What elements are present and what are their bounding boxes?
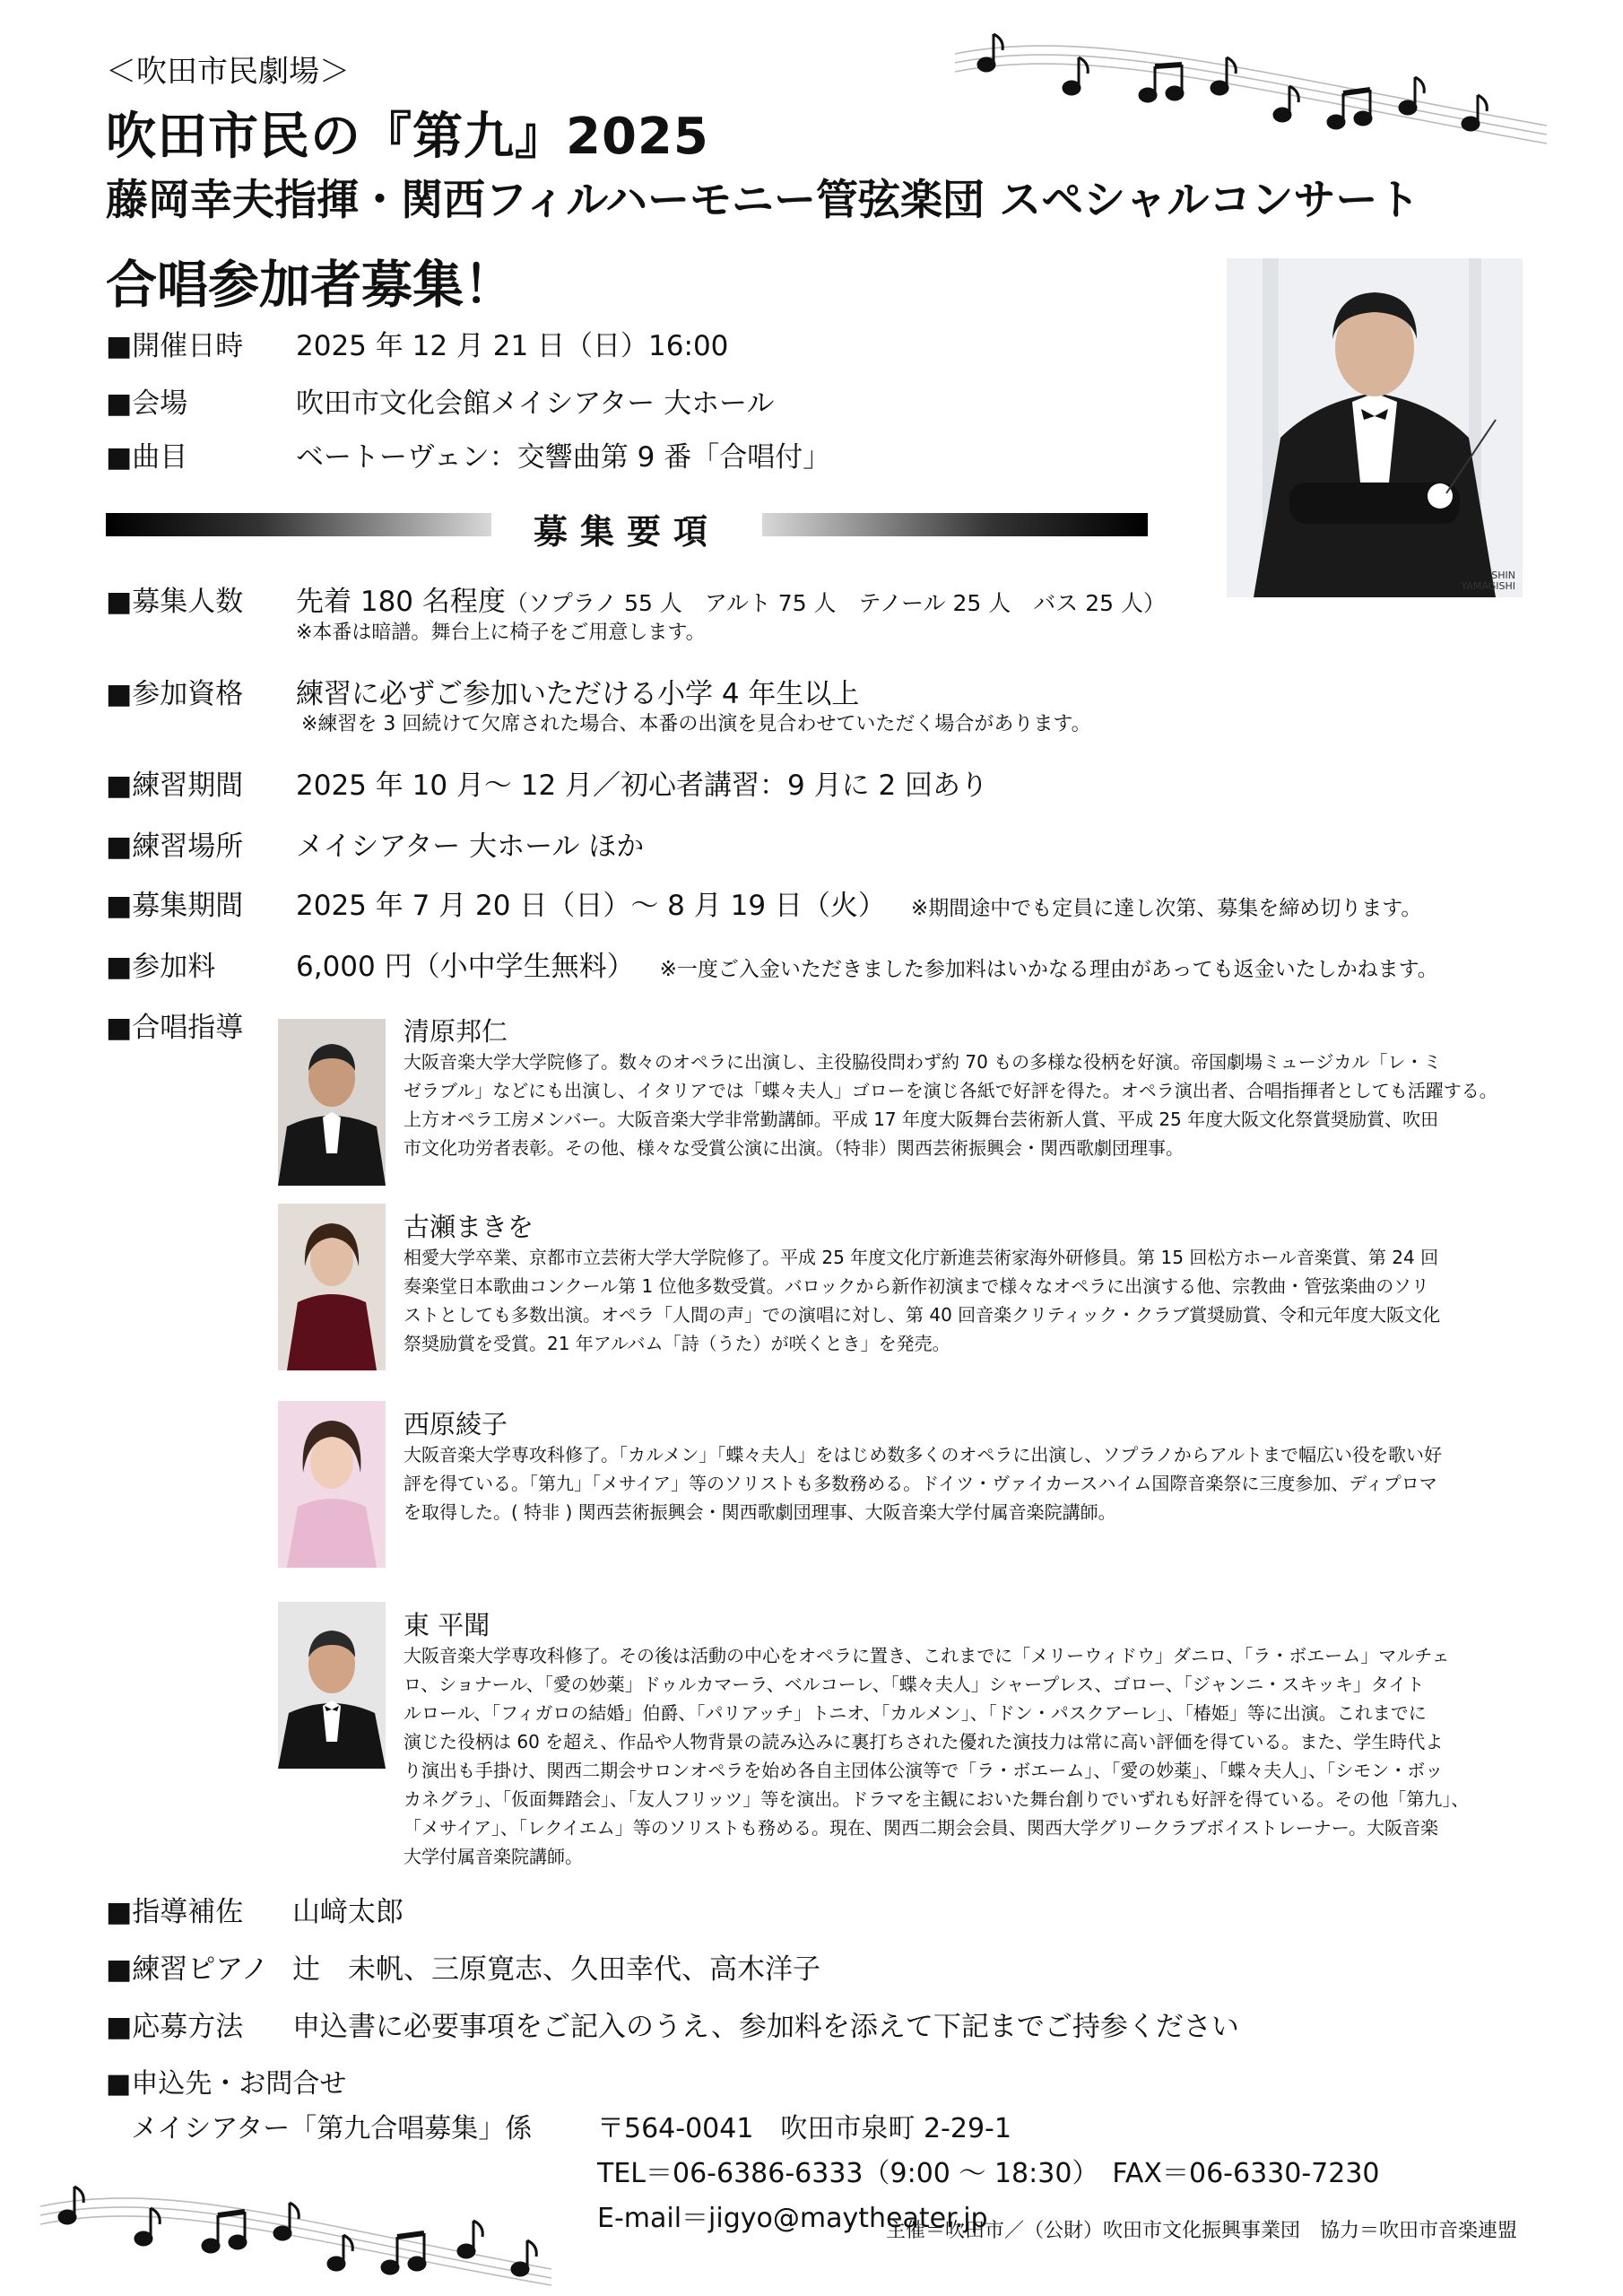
coach-bio-line: カネグラ」、「仮面舞踏会」、「友人フリッツ」等を演出。ドラマを主観においた舞台創りでいずれも好評を得ている。その他「第九」、 [404,1788,1470,1810]
coach-bio-line: ストとしても多数出演。オペラ「人間の声」での演唱に対し、第 40 回音楽クリティック・クラブ賞奨励賞、令和元年度大阪文化 [404,1304,1441,1326]
recruit-count-label: ■募集人数 [106,586,244,618]
pianist-label: ■練習ピアノ [106,1953,269,1986]
method-label: ■応募方法 [106,2011,244,2043]
photo-credit-line2: YAMAGISHI [1461,580,1515,592]
practice-place-row [106,823,644,864]
coach-bio-line: 「メサイア」、「レクイエム」等のソリストも務める。現在、関西二期会会員、関西大学グリークラブボイストレーナー。大阪音楽 [404,1817,1438,1839]
coach-bio-line: を取得した。( 特非 ) 関西芸術振興会・関西歌劇団理事、大阪音楽大学付属音楽院講師。 [404,1501,1116,1523]
coach-bio [404,1048,1515,1162]
recruit-count-value: 先着 180 名程度 [296,586,506,618]
coach-portrait-icon [278,1401,386,1568]
section-header-bar [106,504,1148,552]
event-program-label: ■曲目 [106,441,188,474]
recruit-count-breakdown: （ソプラノ 55 人 アルト 75 人 テノール 25 人 バス 25 人） [505,590,1166,616]
practice-period-label: ■練習期間 [106,770,244,802]
coach-bio-line: 大阪音楽大学専攻科修了。その後は活動の中心をオペラに置き、これまでに「メリーウィドウ」ダニロ、「ラ・ボエーム」マルチェ [404,1645,1450,1666]
eligibility-row [106,671,859,711]
application-period-label: ■募集期間 [106,890,244,922]
practice-place-label: ■練習場所 [106,831,244,863]
coach-bio-line: 上方オペラ工房メンバー。大阪音楽大学非常勤講師。平成 17 年度大阪舞台芸術新人賞、平成 25 年度大阪文化祭賞奨励賞、吹田 [404,1109,1439,1130]
fee-label: ■参加料 [106,951,216,983]
coach-photo [278,1019,386,1186]
event-venue-value: 吹田市文化会館メイシアター 大ホール [296,387,775,420]
coach-name: 清原邦仁 [404,1016,508,1047]
practice-period-value: 2025 年 10 月～ 12 月／初心者講習：9 月に 2 回あり [296,770,989,802]
fee-note: ※一度ご入金いただきました参加料はいかなる理由があっても返金いたしかねます。 [659,958,1438,981]
coach-portrait-icon [278,1602,386,1769]
contact-phone-fax: TEL＝06-6386-6333（9:00 ～ 18:30） FAX＝06-6330-7230 [597,2158,1380,2189]
conductor-photo [1227,258,1523,597]
photo-credit-line1: SHIN [1491,570,1515,581]
contact-address: 〒564-0041 吹田市泉町 2-29-1 [597,2113,1011,2144]
coach-name: 東 平聞 [404,1610,490,1640]
coach-bio-line: 評を得ている。「第九」「メサイア」等のソリストも多数務める。ドイツ・ヴァイカースハイム国際音楽祭に三度参加、ディプロマ [404,1473,1437,1494]
music-notes-icon [950,18,1551,152]
coach-bio-line: 大阪音楽大学大学院修了。数々のオペラに出演し、主役脇役問わず約 70 もの多様な役柄を好演。帝国劇場ミュージカル「レ・ミ [404,1051,1442,1073]
coach-bio-line: 市文化功労者表彰。その他、様々な受賞公演に出演。（特非）関西芸術振興会・関西歌劇団理事。 [404,1137,1184,1159]
coach-bio [404,1243,1515,1358]
section-bar-left [106,513,491,536]
coach-photo [278,1401,386,1568]
section-bar-right [762,513,1148,536]
conductor-figure-icon [1227,258,1523,597]
assistant-row [106,1889,404,1929]
concert-subtitle: 藤岡幸夫指揮・関西フィルハーモニー管弦楽団 スペシャルコンサート [106,176,1420,225]
coach-bio-line: 大学付属音楽院講師。 [404,1846,583,1867]
application-period-note: ※期間途中でも定員に達し次第、募集を締め切ります。 [910,897,1422,920]
recruitment-headline: 合唱参加者募集！ [106,256,515,315]
pianist-value: 辻 未帆、三原寛志、久田幸代、高木洋子 [292,1953,820,1986]
coach-bio [404,1440,1515,1526]
recruit-count-note: ※本番は暗譜。舞台上に椅子をご用意します。 [296,622,706,644]
method-row [106,2004,1239,2044]
coach-bio-line: ルロール、「フィガロの結婚」伯爵、「パリアッチ」トニオ、「カルメン」、「ドン・パスクアーレ」、「椿姫」等に出演。これまでに [404,1702,1427,1724]
event-date-row [106,323,728,363]
assistant-label: ■指導補佐 [106,1896,244,1928]
coach-photo [278,1602,386,1769]
contact-label: ■申込先・お問合せ [106,2068,347,2100]
coach-bio-line: 相愛大学卒業、京都市立芸術大学大学院修了。平成 25 年度文化庁新進芸術家海外研修員。第 15 回松方ホール音楽賞、第 24 回 [404,1247,1439,1268]
organizer-footer: 主催＝吹田市／（公財）吹田市文化振興事業団 協力＝吹田市音楽連盟 [885,2220,1517,2242]
eligibility-note: ※練習を 3 回続けて欠席された場合、本番の出演を見合わせていただく場合があります。 [301,713,1091,735]
fee-row [106,944,1438,984]
coach-bio-line: 大阪音楽大学専攻科修了。「カルメン」「蝶々夫人」をはじめ数多くのオペラに出演し、ソプラノからアルトまで幅広い役を歌い好 [404,1444,1442,1465]
application-period-value: 2025 年 7 月 20 日（日）～ 8 月 19 日（火） [296,890,886,922]
coach-name: 古瀬まきを [404,1212,534,1242]
coach-bio [404,1641,1515,1871]
event-date-label: ■開催日時 [106,330,244,362]
assistant-value: 山﨑太郎 [292,1896,404,1928]
coach-portrait-icon [278,1204,386,1370]
section-title: 募集要項 [533,512,720,552]
coach-name: 西原綾子 [404,1409,508,1439]
coach-bio-line: 奏楽堂日本歌曲コンクール第 1 位他多数受賞。バロックから新作初演まで様々なオペラに出演する他、宗教曲・管弦楽曲のソリ [404,1275,1429,1297]
coach-bio-line: 演じた役柄は 60 を超え、作品や人物背景の読み込みに裏打ちされた優れた演技力は常に高い評価を得ている。また、学生時代よ [404,1731,1444,1752]
coaches-label: ■合唱指導 [106,1012,244,1044]
contact-dept: メイシアター「第九合唱募集」係 [131,2113,533,2144]
coach-bio-line: ロ、ショナール、「愛の妙薬」ドゥルカマーラ、ベルコーレ、「蝶々夫人」シャープレス、ゴロー、「ジャンニ・スキッキ」タイト [404,1674,1425,1695]
practice-period-row [106,762,988,803]
coach-photo [278,1204,386,1370]
event-program-row [106,434,830,474]
fee-value: 6,000 円（小中学生無料） [296,951,635,983]
coach-portrait-icon [278,1019,386,1186]
eligibility-label: ■参加資格 [106,678,244,710]
coach-bio-line: 祭奨励賞を受賞。21 年アルバム「詩（うた）が咲くとき」を発売。 [404,1333,950,1354]
venue-label: ＜吹田市民劇場＞ [106,54,350,90]
event-venue-label: ■会場 [106,387,188,420]
recruit-count-row [106,578,1166,619]
eligibility-value: 練習に必ずご参加いただける小学 4 年生以上 [296,678,860,710]
page-title: 吹田市民の『第九』2025 [106,108,709,166]
event-program-value: ベートーヴェン：交響曲第 9 番「合唱付」 [296,441,831,474]
application-period-row [106,883,1421,923]
event-venue-row [106,380,774,421]
pianist-row [106,1946,820,1987]
method-value: 申込書に必要事項をご記入のうえ、参加料を添えて下記までご持参ください [292,2011,1239,2043]
coaches-row [106,1004,296,1045]
music-notes-icon [36,2152,556,2287]
practice-place-value: メイシアター 大ホール ほか [296,831,645,863]
coach-bio-line: り演出も手掛け、関西二期会サロンオペラを始め各自主団体公演等で「ラ・ボエーム」、「愛の妙薬」、「蝶々夫人」、「シモン・ボッ [404,1760,1444,1781]
contact-email[interactable]: E-mail＝jigyo@maytheater.jp [597,2203,988,2234]
coach-bio-line: ゼラブル」などにも出演し、イタリアでは「蝶々夫人」ゴローを演じ各紙で好評を得た。オペラ演出者、合唱指揮者としても活躍する。 [404,1080,1497,1101]
event-date-value: 2025 年 12 月 21 日（日）16:00 [296,330,729,362]
